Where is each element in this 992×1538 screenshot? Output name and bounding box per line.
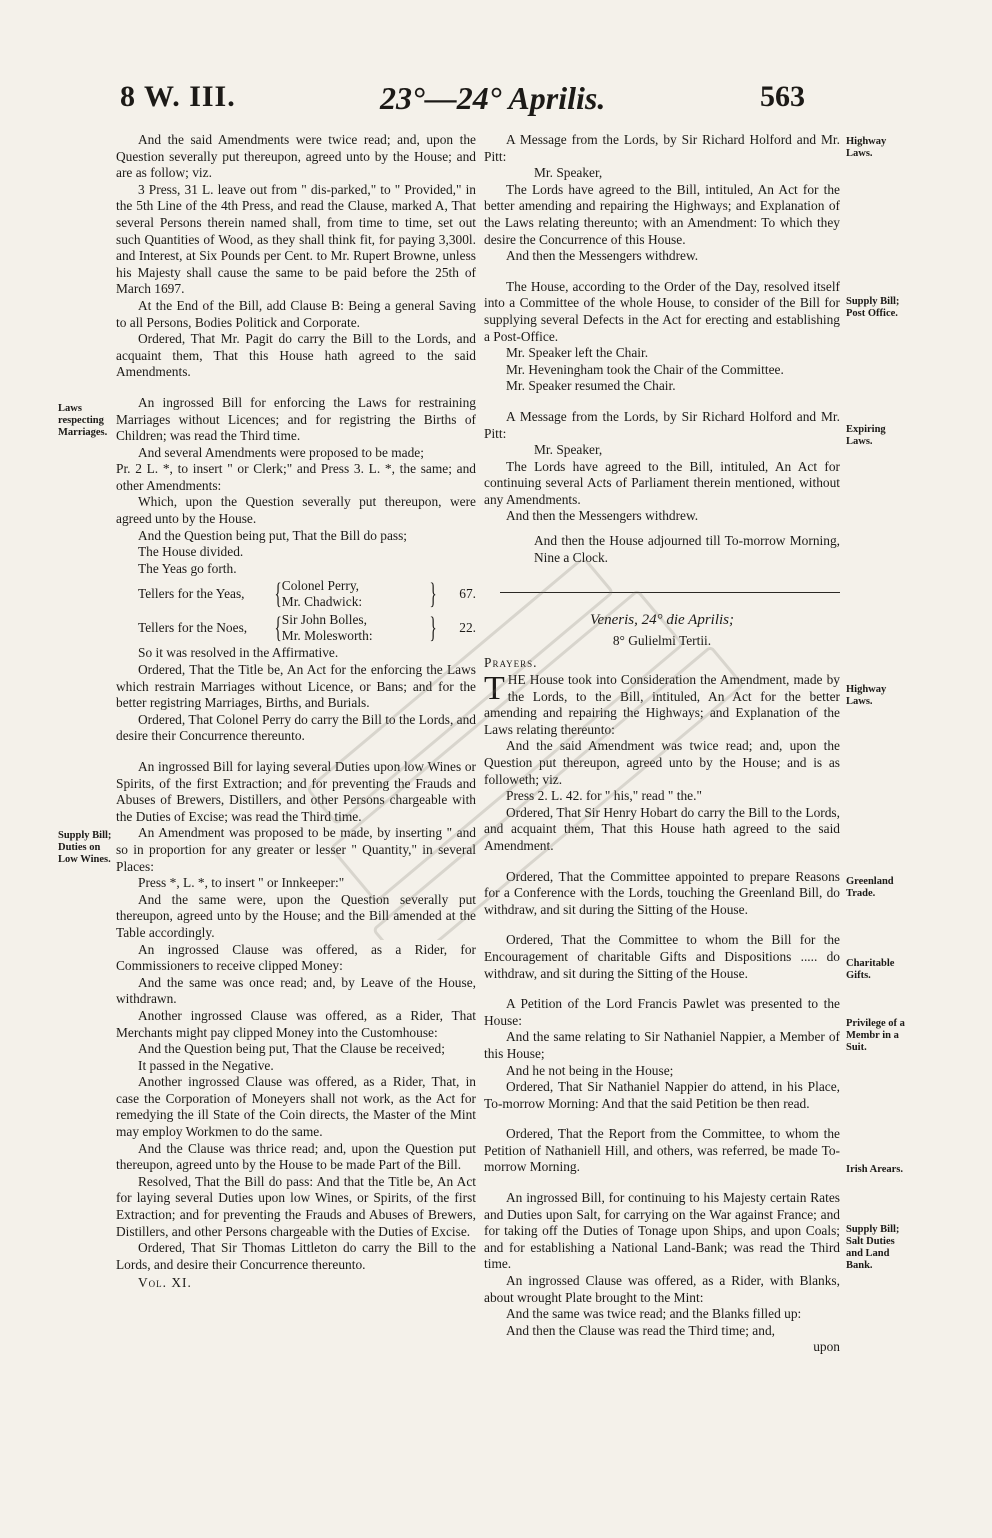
year-heading: 8° Gulielmi Tertii. [612, 632, 712, 648]
page-number: 563 [760, 80, 805, 113]
paragraph: Press 2. L. 42. for " his," read " the." [506, 788, 702, 804]
paragraph: Ordered, That Sir Thomas Littleton do carry the Bill to the Lords, and desire their Concurrence thereunto. [116, 1240, 476, 1272]
teller-names [282, 612, 427, 644]
paragraph: And several Amendments were proposed to be made; [138, 444, 424, 460]
margin-note-privilege: Privilege of a Membr in a Suit. [846, 1018, 905, 1053]
teller-name: Sir John Bolles, [281, 612, 367, 628]
paragraph: Mr. Speaker left the Chair. [506, 345, 649, 361]
paragraph: And then the Messengers withdrew. [506, 508, 699, 524]
paragraph: Another ingrossed Clause was offered, as a Rider, That, in case the Corporation of Moneyers shall not work, as the Act for remedying the ill State of the Coin directs, the Master of the Mint may employ Workmen to do the same. [116, 1074, 476, 1140]
drop-cap: T [484, 670, 505, 708]
paragraph: Ordered, That the Committee appointed to prepare Reasons for a Conference with the Lords, touching the Greenland Bill, do withdraw, and sit during the Sitting of the House. [484, 868, 840, 917]
date-range: 23°—24° Aprilis. [380, 80, 606, 116]
margin-note-charitable: Charitable Gifts. [846, 958, 895, 981]
paragraph: A Message from the Lords, by Sir Richard Holford and Mr. Pitt: [484, 132, 840, 164]
paragraph: And the Question being put, That the Clause be received; [138, 1041, 445, 1057]
paragraph: The House, according to the Order of the Day, resolved itself into a Committee of the whole House, to consider of the Bill for supplying several Defects in the Act for erecting and establishing a Post-Office. [484, 278, 840, 344]
paragraph: The Yeas go forth. [138, 560, 237, 576]
margin-note-highway-laws-1: Highway Laws. [846, 136, 887, 159]
date-heading: Veneris, 24° die Aprilis; [589, 612, 735, 629]
paragraph: The Lords have agreed to the Bill, intituled, An Act for the better amending and repairing the Highways; and Explanation of the Laws relating thereunto; with an Amendment: To which they desire the Concurrence of this House. [484, 181, 840, 247]
volume-mark: Vol. XI. [138, 1275, 192, 1291]
paragraph: Ordered, That Colonel Perry do carry the Bill to the Lords, and desire their Concurrence thereunto. [116, 711, 476, 744]
paragraph: And the Clause was thrice read; and, upon the Question put thereupon, agreed unto by the House to be made Part of the Bill. [116, 1140, 476, 1173]
brace-icon: { [274, 577, 282, 611]
tellers-count: 22. [459, 620, 476, 636]
teller-names [282, 578, 427, 610]
paragraph: An ingrossed Clause was offered, as a Rider, for Commissioners to receive clipped Money: [116, 941, 476, 974]
paragraph: Another ingrossed Clause was offered, as a Rider, That Merchants might pay clipped Money into the Customhouse: [116, 1007, 476, 1040]
paragraph: Mr. Speaker, [534, 165, 603, 181]
paragraph: Ordered, That Sir Henry Hobart do carry the Bill to the Lords, and acquaint them, That this House hath agreed to the said Amendment. [484, 804, 840, 853]
paragraph: Resolved, That the Bill do pass: And that the Title be, An Act for laying several Duties upon low Wines, or Spirits, of the first Extraction; and for preventing the Frauds and Abuses of Brewers, Distillers, and other Persons chargeable with the Duties of Excise. [116, 1173, 476, 1239]
paragraph: Ordered, That Sir Nathaniel Nappier do attend, in his Place, To-morrow Morning: And that the said Petition be then read. [484, 1079, 840, 1111]
paragraph: And the same were, upon the Question severally put thereupon, agreed unto by the House; and the Bill amended at the Table accordingly. [116, 891, 476, 940]
tellers-yeas [116, 577, 476, 611]
paragraph: And then the Messengers withdrew. [506, 248, 699, 264]
paragraph: Mr. Speaker, [534, 442, 603, 458]
left-column [116, 132, 476, 1292]
paragraph: Ordered, That the Committee to whom the Bill for the Encouragement of charitable Gifts and Dispositions ..... do withdraw, and sit during the Sitting of the House. [484, 932, 840, 981]
right-column [484, 132, 840, 1356]
adjournment: And then the House adjourned till To-morrow Morning, Nine a Clock. [534, 533, 840, 565]
margin-note-laws-marriages: Laws respecting Marriages. [58, 403, 108, 438]
tellers-noes [116, 611, 476, 645]
page-header [0, 80, 992, 120]
paragraph [484, 672, 840, 738]
paragraph: At the End of the Bill, add Clause B: Being a general Saving to all Persons, Bodies Politick and Corporate. [116, 297, 476, 330]
paragraph: The House divided. [138, 544, 244, 560]
brace-icon: } [429, 611, 437, 645]
margin-note-highway-laws-2: Highway Laws. [846, 684, 887, 707]
teller-name: Mr. Molesworth: [281, 628, 373, 644]
paragraph: Mr. Heveningham took the Chair of the Committee. [506, 361, 784, 377]
margin-note-supply-low-wines: Supply Bill; Duties on Low Wines. [58, 830, 112, 865]
paragraph: An Amendment was proposed to be made, by inserting " and so in proportion for any greater or lesser " Quantity," in several Places: [116, 825, 476, 874]
paragraph: It passed in the Negative. [138, 1057, 274, 1073]
tellers-label: Tellers for the Yeas, [138, 586, 245, 602]
spacer [484, 566, 840, 612]
tellers-count: 67. [459, 586, 476, 602]
paragraph: An ingrossed Bill, for continuing to his Majesty certain Rates and Duties upon Salt, for carrying on the War against France; and for taking off the Duties of Tonage upon Ships, and upon Coals; and for establishing a National Land-Bank; was read the Third time. [484, 1190, 840, 1272]
paragraph: Pr. 2 L. *, to insert " or Clerk;" and Press 3. L. *, the same; and other Amendments: [116, 461, 476, 493]
tellers-label: Tellers for the Noes, [138, 620, 248, 636]
brace-icon: } [429, 577, 437, 611]
section-rule [500, 592, 840, 593]
paragraph: And he not being in the House; [506, 1062, 674, 1078]
brace-icon: { [274, 611, 282, 645]
paragraph: Mr. Speaker resumed the Chair. [506, 378, 676, 394]
paragraph: A Petition of the Lord Francis Pawlet was presented to the House: [484, 996, 840, 1028]
prayers-heading: Prayers. [484, 655, 538, 671]
regnal-year: 8 W. III. [120, 80, 236, 113]
paragraph: Which, upon the Question severally put thereupon, were agreed unto by the House. [116, 494, 476, 527]
catchword: upon [813, 1339, 840, 1355]
paragraph: The Lords have agreed to the Bill, intituled, An Act for continuing several Acts of Parliament therein mentioned, without any Amendments. [484, 458, 840, 507]
paragraph: Press *, L. *, to insert " or Innkeeper:" [138, 875, 345, 891]
paragraph: 3 Press, 31 L. leave out from " dis-parked," to " Provided," in the 5th Line of the 4th Press, and read the Clause, marked A, That several Persons therein named shall, from time to time, set out such Quantities of Wood, as they shall think fit, for paying 3,300l. and Interest, at Six Pounds per Cent. to Mr. Rupert Browne, unless his Majesty shall cause the same to be paid before the 25th of March 1697. [116, 181, 476, 297]
paragraph: An ingrossed Clause was offered, as a Rider, with Blanks, about wrought Plate brought to the Mint: [484, 1273, 840, 1305]
paragraph: An ingrossed Bill for enforcing the Laws for restraining Marriages without Licences; and for registring the Births of Children; was read the Third time. [116, 394, 476, 444]
paragraph-text: HE House took into Consideration the Amendment, made by the Lords, to the Bill, intituled, An Act for the better amending and repairing the Highways; and Explanation of the Laws relating thereunto: [484, 672, 840, 737]
margin-note-supply-post-office: Supply Bill; Post Office. [846, 296, 900, 319]
paragraph: An ingrossed Bill for laying several Duties upon low Wines or Spirits, of the first Extraction; and for preventing the Frauds and Abuses of Brewers, Distillers, and other Persons chargeable with the Duties of Excise; was read the Third time. [116, 759, 476, 824]
margin-note-expiring-laws: Expiring Laws. [846, 424, 886, 447]
teller-name: Colonel Perry, [281, 578, 360, 594]
margin-note-supply-salt: Supply Bill; Salt Duties and Land Bank. [846, 1224, 900, 1271]
paragraph: And the same was once read; and, by Leave of the House, withdrawn. [116, 974, 476, 1007]
paragraph: And the said Amendments were twice read; and, upon the Question severally put thereupon, agreed unto by the House; and are as follow; viz. [116, 132, 476, 181]
paragraph: So it was resolved in the Affirmative. [138, 645, 339, 661]
paragraph: And the said Amendment was twice read; and, upon the Question put thereupon, agreed unto by the House; and is as followeth; viz. [484, 738, 840, 787]
margin-note-greenland: Greenland Trade. [846, 876, 894, 899]
paragraph: And then the Clause was read the Third time; and, [506, 1322, 775, 1338]
margin-note-irish: Irish Arears. [846, 1164, 903, 1175]
paragraph: And the same relating to Sir Nathaniel Nappier, a Member of this House; [484, 1029, 840, 1061]
paragraph: A Message from the Lords, by Sir Richard Holford and Mr. Pitt: [484, 408, 840, 441]
paragraph: Ordered, That the Report from the Committee, to whom the Petition of Nathaniell Hill, and others, was referred, be made To-morrow Morning. [484, 1126, 840, 1175]
paragraph: And the same was twice read; and the Blanks filled up: [506, 1306, 802, 1322]
paragraph: Ordered, That the Title be, An Act for the enforcing the Laws which restrain Marriages without Licence, or Bans; and for the better registring Marriages, Births, and Burials. [116, 662, 476, 711]
paragraph: And the Question being put, That the Bill do pass; [138, 527, 408, 543]
teller-name: Mr. Chadwick: [281, 594, 363, 610]
paragraph: Ordered, That Mr. Pagit do carry the Bill to the Lords, and acquaint them, That this House hath agreed to the said Amendments. [116, 331, 476, 380]
